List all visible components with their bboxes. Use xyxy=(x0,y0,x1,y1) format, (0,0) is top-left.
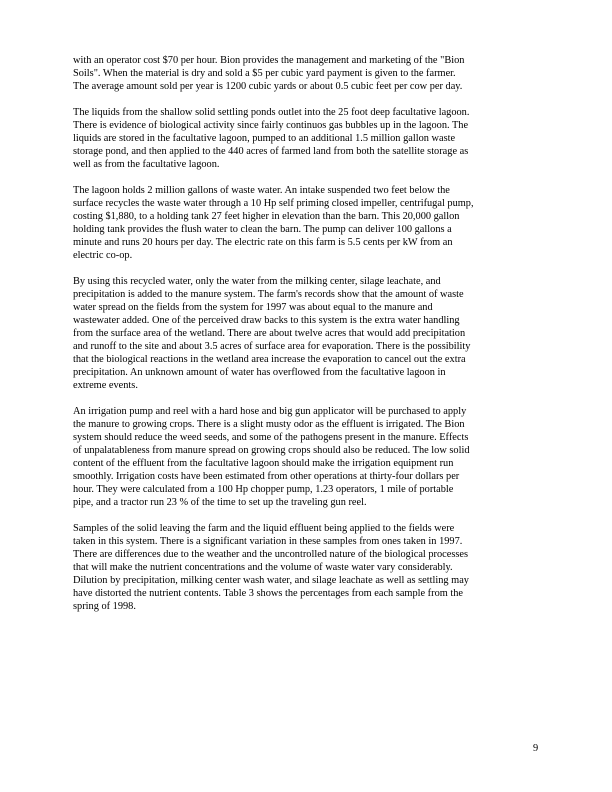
text-line: with an operator cost $70 per hour. Bion provides the management and marketing of the "Bion xyxy=(73,55,465,66)
text-line: system should reduce the weed seeds, and some of the pathogens present in the manure. Effects xyxy=(73,432,469,443)
text-line: the manure to growing crops. There is a slight musty odor as the effluent is irrigated. The Bion xyxy=(73,419,465,430)
text-line: costing $1,880, to a holding tank 27 feet higher in elevation than the barn. This 20,000 gallon xyxy=(73,211,460,222)
text-line: surface recycles the waste water through a 10 Hp self priming closed impeller, centrifugal pump, xyxy=(73,198,474,209)
text-line: holding tank provides the flush water to clean the barn. The pump can deliver 100 gallons a xyxy=(73,224,452,235)
paragraph-liquids-lagoon xyxy=(73,106,543,171)
text-line: electric co-op. xyxy=(73,250,133,261)
text-line: well as from the facultative lagoon. xyxy=(73,159,220,170)
text-line: spring of 1998. xyxy=(73,601,136,612)
text-line: have distorted the nutrient contents. Table 3 shows the percentages from each sample from the xyxy=(73,588,464,599)
text-line: Dilution by precipitation, milking center wash water, and silage leachate as well as settling may xyxy=(73,575,469,586)
text-line: The liquids from the shallow solid settling ponds outlet into the 25 foot deep facultative lagoon. xyxy=(73,107,470,118)
text-line: of unpalatableness from manure spread on growing crops should also be reduced. The low solid xyxy=(73,445,470,456)
text-line: precipitation. An unknown amount of water has overflowed from the facultative lagoon in xyxy=(73,367,446,378)
text-line: content of the effluent from the facultative lagoon should make the irrigation equipment run xyxy=(73,458,454,469)
text-line: There is evidence of biological activity since fairly continuos gas bubbles up in the lagoon. The xyxy=(73,120,469,131)
text-line: There are differences due to the weather and the uncontrolled nature of the biological processes xyxy=(73,549,469,560)
paragraph-bion-soils xyxy=(73,54,543,93)
text-line: The average amount sold per year is 1200 cubic yards or about 0.5 cubic feet per cow per day. xyxy=(73,81,463,92)
text-line: Soils". When the material is dry and sold a $5 per cubic yard payment is given to the farmer. xyxy=(73,68,456,79)
text-line: water spread on the fields from the system for 1997 was about equal to the manure and xyxy=(73,302,433,313)
text-line: hour. They were calculated from a 100 Hp chopper pump, 1.23 operators, 1 mile of portable xyxy=(73,484,454,495)
text-line: and runoff to the site and about 3.5 acres of surface area for evaporation. There is the possibility xyxy=(73,341,471,352)
text-line: extreme events. xyxy=(73,380,138,391)
text-line: pipe, and a tractor run 23 % of the time to set up the traveling gun reel. xyxy=(73,497,367,508)
text-line: smoothly. Irrigation costs have been estimated from other operations at thirty-four dollars per xyxy=(73,471,460,482)
text-line: An irrigation pump and reel with a hard hose and big gun applicator will be purchased to apply xyxy=(73,406,467,417)
text-line: wastewater added. One of the perceived draw backs to this system is the extra water handling xyxy=(73,315,460,326)
text-line: from the surface area of the wetland. There are about twelve acres that would add precipitation xyxy=(73,328,466,339)
text-line: taken in this system. There is a significant variation in these samples from ones taken in 1997. xyxy=(73,536,463,547)
paragraph-recycled-water xyxy=(73,275,543,392)
text-line: By using this recycled water, only the water from the milking center, silage leachate, and xyxy=(73,276,441,287)
paragraph-lagoon-pump xyxy=(73,184,543,262)
text-line: liquids are stored in the facultative lagoon, pumped to an additional 1.5 million gallon waste xyxy=(73,133,456,144)
text-line: that will make the nutrient concentrations and the volume of waste water vary considerably. xyxy=(73,562,453,573)
text-line: that the biological reactions in the wetland area increase the evaporation to cancel out the extra xyxy=(73,354,466,365)
text-line: Samples of the solid leaving the farm and the liquid effluent being applied to the fields were xyxy=(73,523,455,534)
paragraph-irrigation xyxy=(73,405,543,509)
document-body xyxy=(73,54,543,626)
text-line: minute and runs 20 hours per day. The electric rate on this farm is 5.5 cents per kW from an xyxy=(73,237,453,248)
page-number: 9 xyxy=(533,743,539,754)
text-line: precipitation is added to the manure system. The farm's records show that the amount of waste xyxy=(73,289,464,300)
text-line: The lagoon holds 2 million gallons of waste water. An intake suspended two feet below the xyxy=(73,185,450,196)
text-line: storage pond, and then applied to the 440 acres of farmed land from both the satellite storage as xyxy=(73,146,469,157)
paragraph-samples xyxy=(73,522,543,613)
